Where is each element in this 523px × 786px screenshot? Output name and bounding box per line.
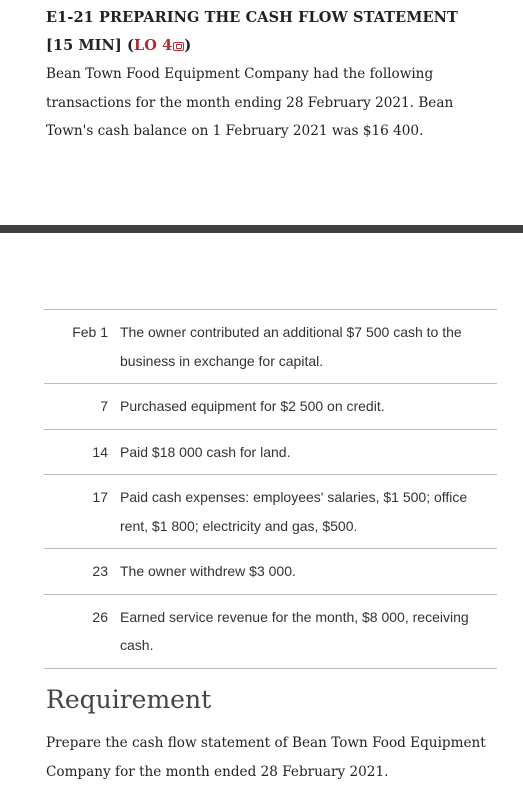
transaction-description: Paid cash expenses: employees' salaries, $1 500; office rent, $1 800; electricity and gas, $500. (120, 489, 468, 534)
transaction-row (44, 595, 497, 669)
transaction-date: 23 (92, 563, 108, 579)
exercise-title: E1-21 PREPARING THE CASH FLOW STATEMENT [15 MIN] ( (46, 9, 458, 54)
transaction-description: The owner contributed an additional $7 500 cash to the business in exchange for capital. (120, 324, 462, 369)
transaction-row (44, 475, 497, 549)
section-divider (0, 225, 523, 233)
transaction-date: 7 (100, 398, 108, 414)
transaction-date: Feb 1 (72, 324, 108, 340)
learning-objective-label[interactable]: LO 4 (133, 37, 173, 54)
transaction-row (44, 549, 497, 595)
transaction-row (44, 310, 497, 384)
transaction-row (44, 384, 497, 430)
requirement-title: Requirement (46, 685, 212, 714)
transaction-row (44, 430, 497, 476)
exercise-title-end: ) (184, 37, 192, 54)
transactions-table (44, 309, 497, 669)
requirement-text: Prepare the cash flow statement of Bean Town Food Equipment Company for the month ended 28 February 2021. (46, 735, 486, 780)
learning-objective-link-icon[interactable] (173, 42, 184, 51)
learning-objective-link[interactable] (134, 37, 184, 54)
transaction-description: Paid $18 000 cash for land. (120, 443, 291, 460)
exercise-heading (46, 4, 486, 60)
exercise-intro: Bean Town Food Equipment Company had the following transactions for the month ending 28 February 2021. Bean Town's cash balance on 1 February 2021 was $16 400. (46, 66, 454, 139)
transaction-description: Earned service revenue for the month, $8 000, receiving cash. (120, 608, 469, 653)
transaction-description: Purchased equipment for $2 500 on credit. (120, 398, 385, 414)
transaction-date: 26 (92, 608, 108, 625)
transaction-date: 17 (92, 489, 108, 505)
transaction-date: 14 (92, 443, 108, 460)
transaction-description: The owner withdrew $3 000. (120, 563, 296, 579)
